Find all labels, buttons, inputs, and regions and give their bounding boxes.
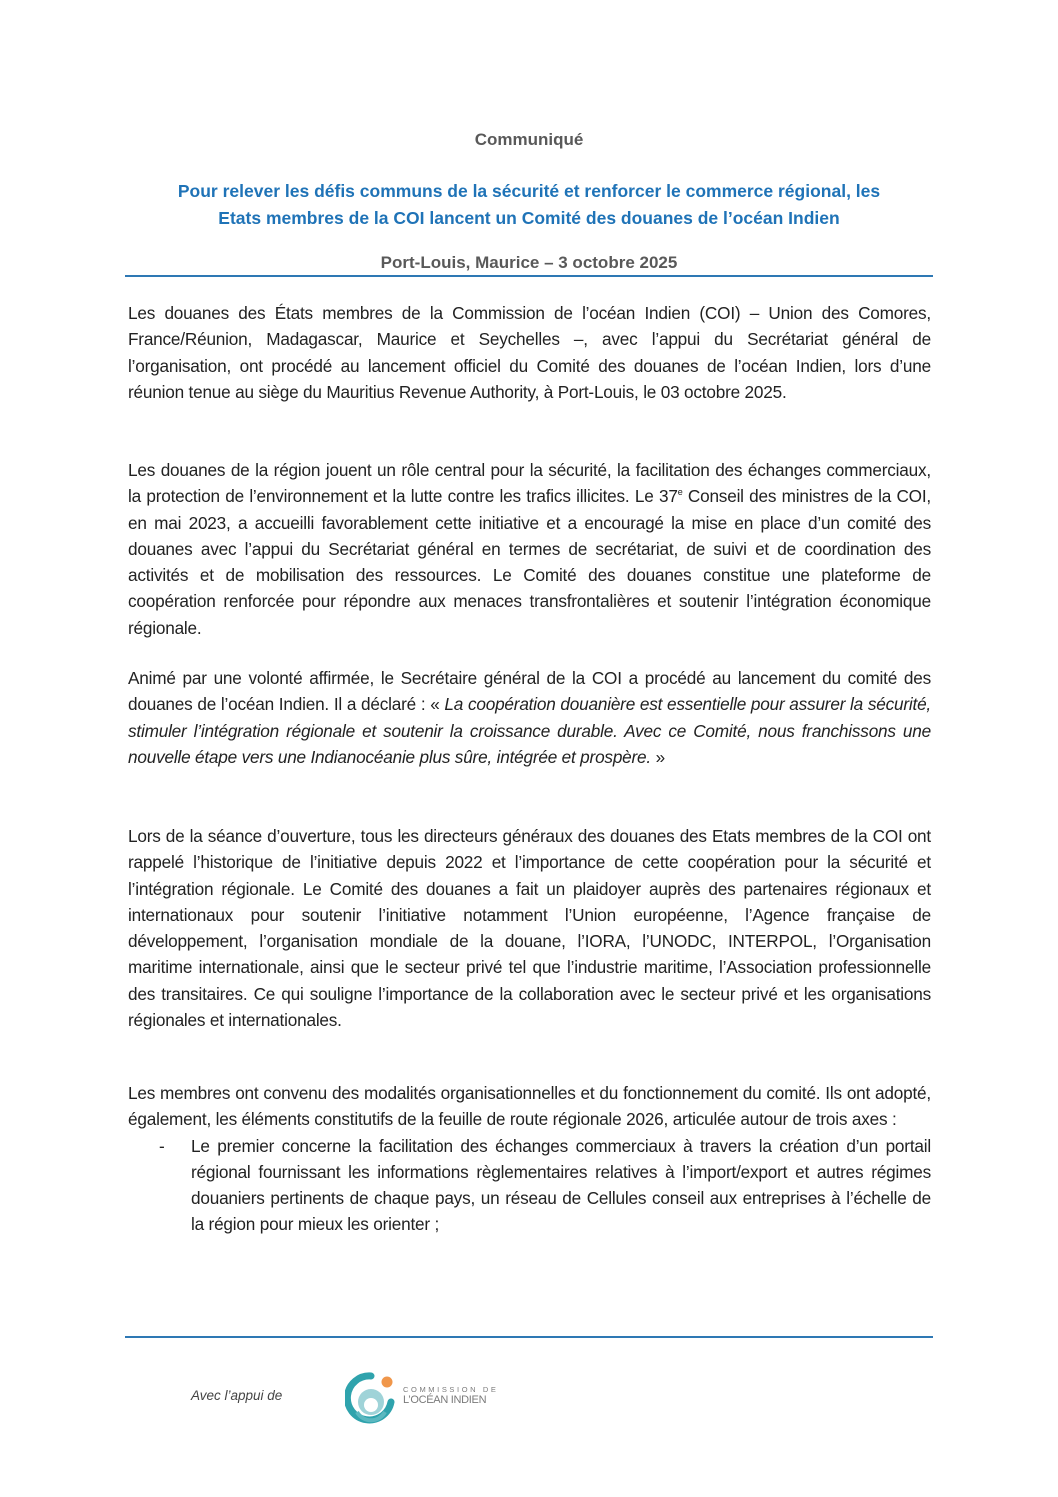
- footer-divider: [125, 1336, 933, 1338]
- coi-logo: [345, 1372, 505, 1424]
- logo-text-line-2: L’OCÉAN INDIEN: [403, 1394, 487, 1406]
- secretary-general-quote: La coopération douanière est essentielle pour assurer la sécurité, stimuler l’intégration régionale et soutenir la croissance durable. Avec ce Comité, nous franchissons une nouvelle étape vers une Indianocéanie plus sûre, intégrée et prospère.: [128, 694, 931, 767]
- support-label: Avec l’appui de: [191, 1388, 283, 1403]
- paragraph-2: [128, 457, 931, 641]
- logo-text-line-1: COMMISSION DE: [403, 1385, 499, 1394]
- paragraph-1: [128, 300, 931, 405]
- document-type-label: Communiqué: [474, 130, 584, 149]
- paragraph-3-text: [128, 665, 931, 770]
- paragraph-1-text: Les douanes des États membres de la Commission de l’océan Indien (COI) – Union des Comores, France/Réunion, Madagascar, Maurice et Seychelles –, avec l’appui du Secrétariat général de l’organisation, ont procédé au lancement officiel du Comité des douanes de l’océan Indien, lors d’une réunion tenue au siège du Mauritius Revenue Authority, à Port-Louis, le 03 octobre 2025.: [128, 303, 931, 402]
- headline-line-1: Pour relever les défis communs de la sécurité et renforcer le commerce régional, les: [177, 181, 881, 201]
- paragraph-5: [128, 1080, 931, 1238]
- paragraph-4-text: Lors de la séance d’ouverture, tous les directeurs généraux des douanes des Etats membres de la COI ont rappelé l’historique de l’initiative depuis 2022 et l’importance de cette coopération pour la sécurité et l’intégration régionale. Le Comité des douanes a fait un plaidoyer auprès des partenaires régionaux et internationaux pour soutenir l’initiative notamment l’Union européenne, l’Agence française de développement, l’organisation mondiale de la douane, l’IORA, l’UNODC, INTERPOL, l’Organisation maritime internationale, ainsi que le secteur privé tel que l’industrie maritime, l’Association professionnelle des transitaires. Ce qui souligne l’importance de la collaboration avec le secteur privé et les organisations régionales et internationales.: [128, 826, 931, 1031]
- headline-line-2: Etats membres de la COI lancent un Comité des douanes de l’océan Indien: [218, 208, 840, 228]
- paragraph-2-part-a: Les douanes de la région jouent un rôle central pour la sécurité, la facilitation des échanges commerciaux, la protection de l’environnement et la lutte contre les trafics illicites. Le 37: [128, 460, 931, 507]
- headline: [125, 178, 933, 232]
- paragraph-3: [128, 665, 931, 770]
- list-item: [128, 1133, 931, 1238]
- bullet-dash: -: [159, 1135, 165, 1156]
- paragraph-4: [128, 823, 931, 1033]
- quote-close: »: [651, 746, 665, 767]
- header-divider: [125, 275, 933, 277]
- paragraph-5-text: Les membres ont convenu des modalités organisationnelles et du fonctionnement du comité. Ils ont adopté, également, les éléments constitutifs de la feuille de route régionale 2026, articulée autour de trois axes :: [128, 1083, 931, 1130]
- ordinal-superscript: e: [677, 487, 683, 498]
- coi-logo-icon: [345, 1372, 397, 1424]
- dateline: Port-Louis, Maurice – 3 octobre 2025: [380, 253, 678, 272]
- paragraph-2-text: [128, 457, 931, 641]
- paragraph-2-part-b: Conseil des ministres de la COI, en mai 2023, a accueilli favorablement cette initiative et a encouragé la mise en place d’un comité des douanes avec l’appui du Secrétariat général en termes de secrétariat, de suivi et de coordination des activités et de mobilisation des ressources. Le Comité des douanes constitue une plateforme de coopération renforcée pour répondre aux menaces transfrontalières et soutenir l’intégration économique régionale.: [128, 486, 931, 638]
- list-item-text: Le premier concerne la facilitation des échanges commerciaux à travers la création d’un portail régional fournissant les informations règlementaires relatives à l’import/export et autres régimes douaniers pertinents de chaque pays, un réseau de Cellules conseil aux entreprises à l’échelle de la région pour mieux les orienter ;: [191, 1135, 931, 1235]
- paragraph-3-intro: Animé par une volonté affirmée, le Secrétaire général de la COI a procédé au lancement du comité des douanes de l’océan Indien. Il a déclaré : «: [128, 668, 931, 715]
- roadmap-axes-list: [128, 1133, 931, 1238]
